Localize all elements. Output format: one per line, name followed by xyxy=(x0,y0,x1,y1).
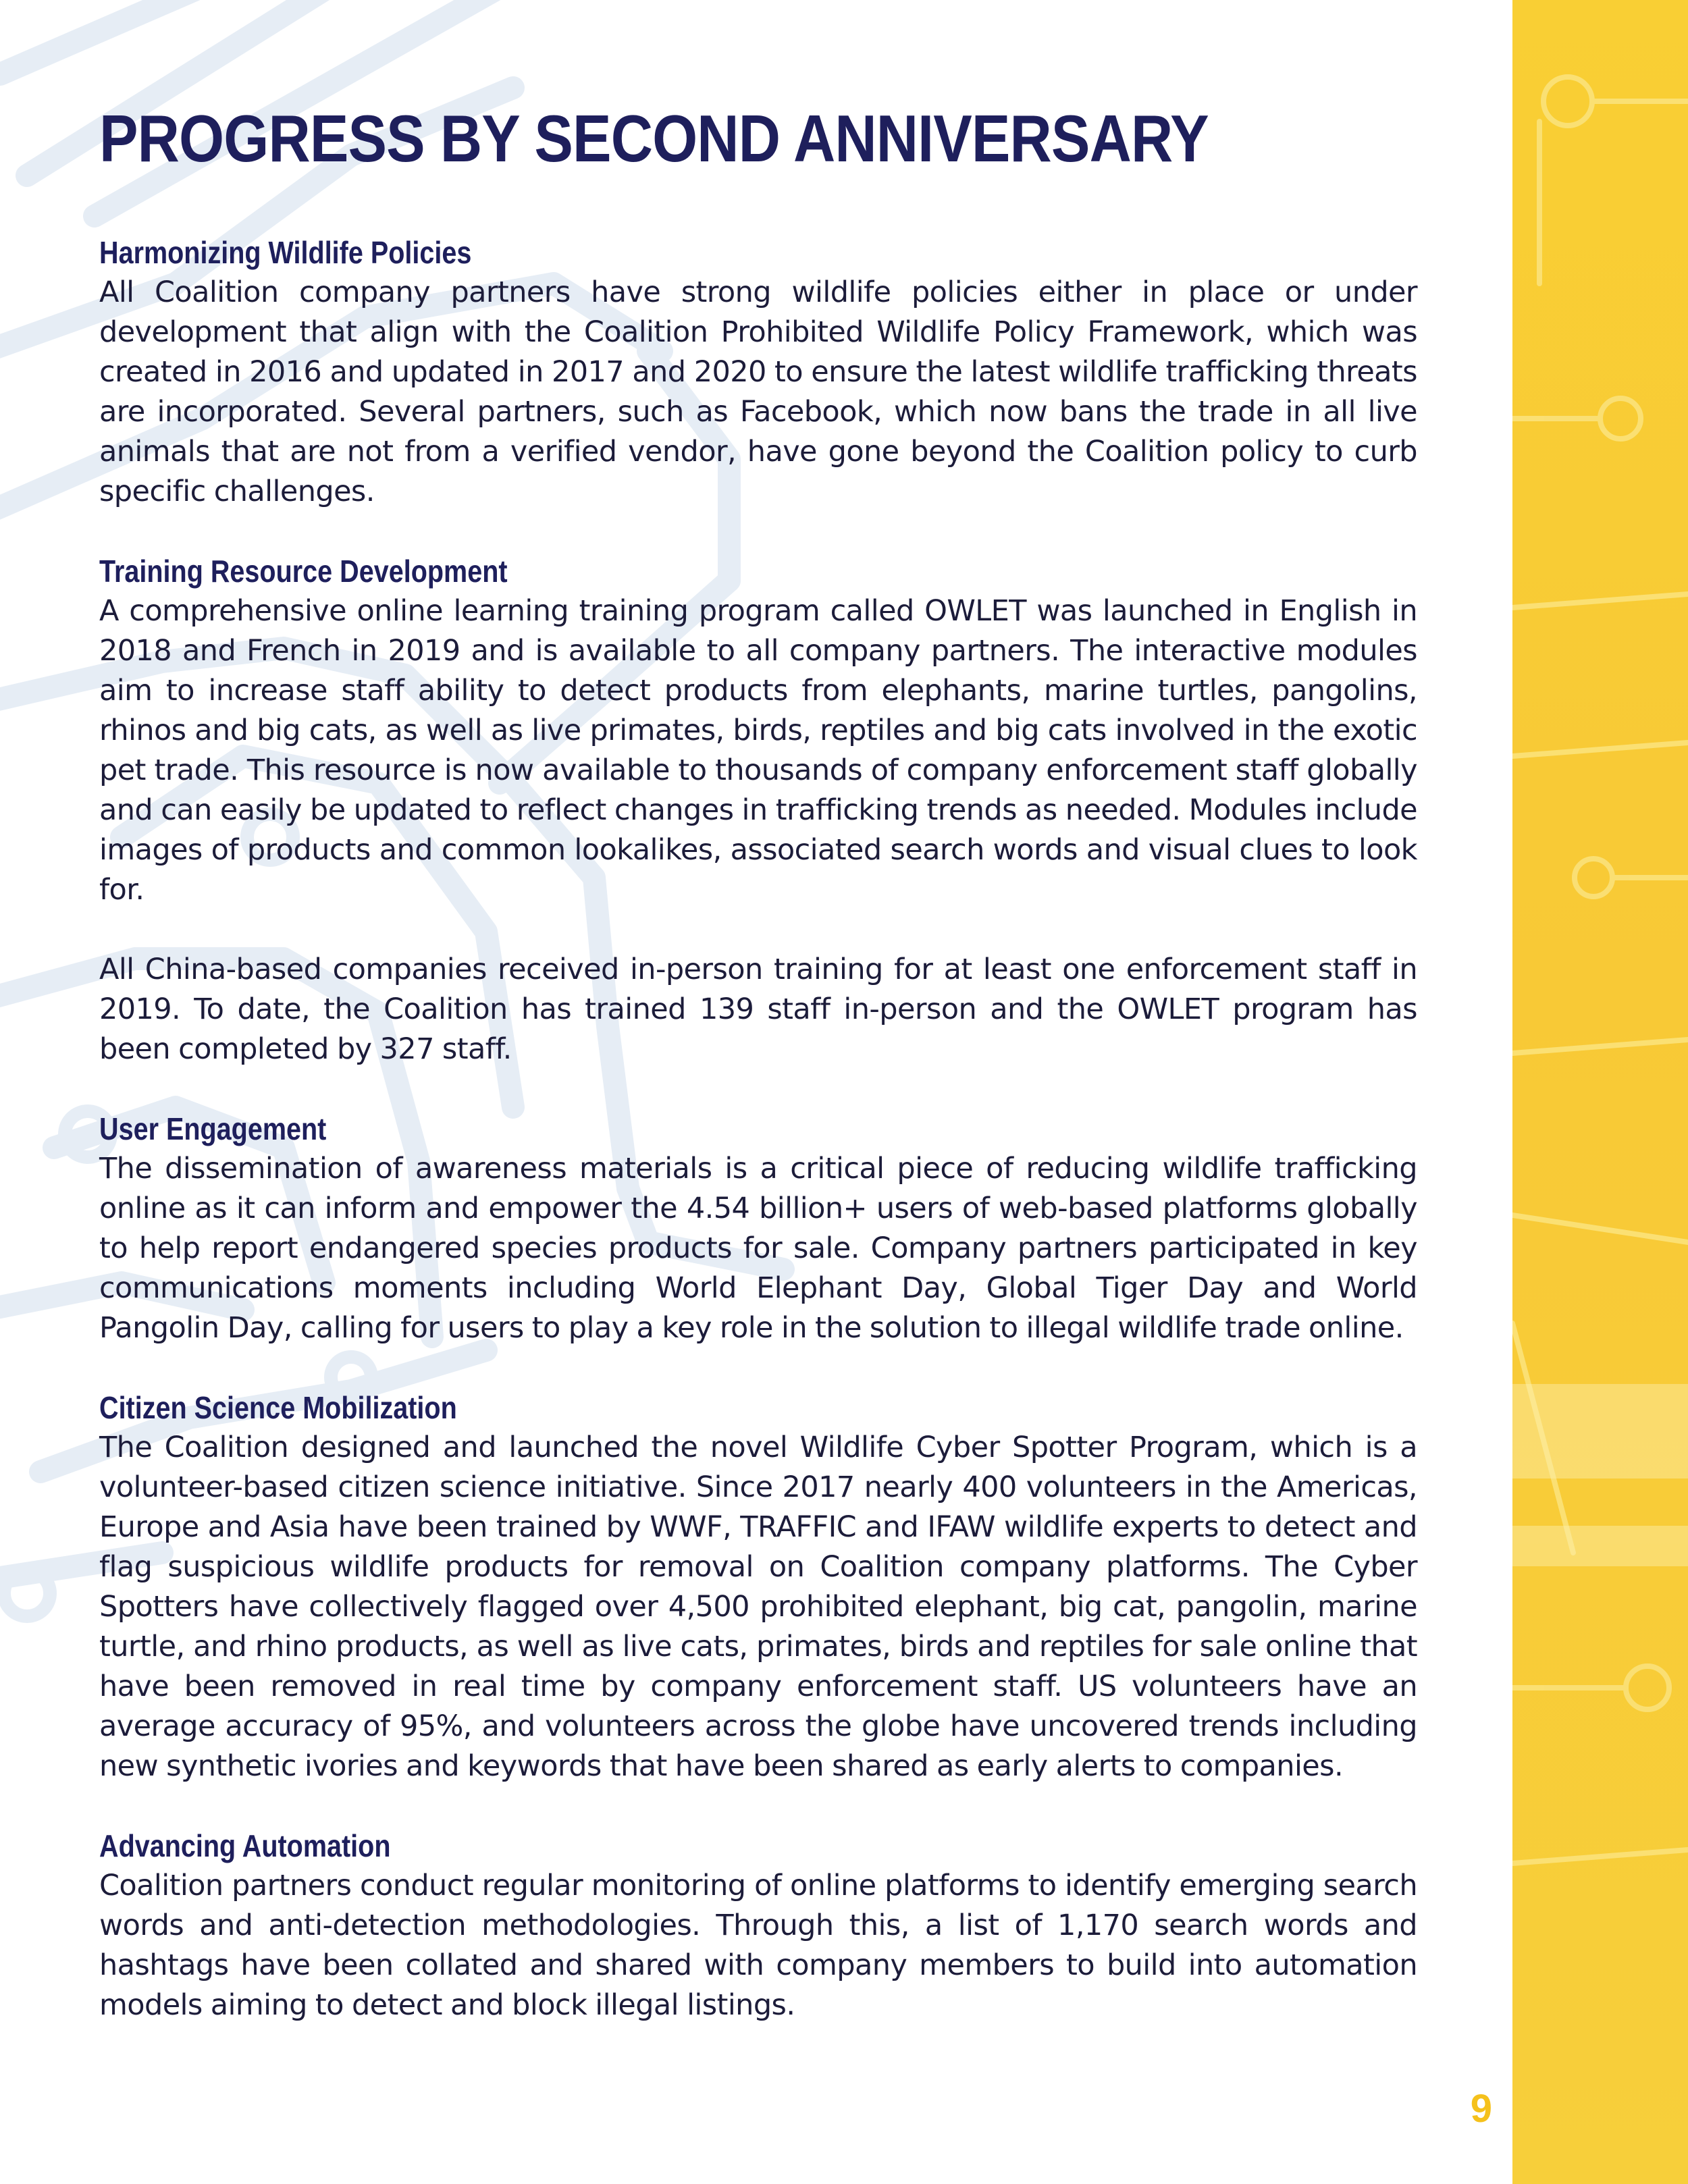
section-harmonizing-wildlife-policies xyxy=(99,233,1417,512)
section-citizen-science-mobilization xyxy=(99,1388,1417,1786)
section-heading: Training Resource Development xyxy=(99,554,508,589)
section-paragraph: All China-based companies received in-person training for at least one enforcement staff in 2019. To date, the Coalition has trained 139 staff in-person and the OWLET program has been completed by 327 staff. xyxy=(99,953,1417,1066)
section-paragraph: The Coalition designed and launched the novel Wildlife Cyber Spotter Program, which is a volunteer-based citizen science initiative. Since 2017 nearly 400 volunteers in the Americas, Europe and Asia have been trained by WWF, TRAFFIC and IFAW wildlife experts to detect and flag suspicious wildlife products for removal on Coalition company platforms. The Cyber Spotters have collectively flagged over 4,500 prohibited elephant, big cat, pangolin, marine turtle, and rhino products, as well as live cats, primates, birds and reptiles for sale online that have been removed in real time by company enforcement staff. US volunteers have an average accuracy of 95%, and volunteers across the globe have uncovered trends including new synthetic ivories and keywords that have been shared as early alerts to companies. xyxy=(99,1431,1417,1783)
section-heading: Harmonizing Wildlife Policies xyxy=(99,235,472,270)
page-title: PROGRESS BY SECOND ANNIVERSARY xyxy=(99,101,1209,176)
section-paragraph: The dissemination of awareness materials is a critical piece of reducing wildlife trafficking online as it can inform and empower the 4.54 billion+ users of web-based platforms globally to help report endangered species products for sale. Company partners participated in key communications moments including World Elephant Day, Global Tiger Day and World Pangolin Day, calling for users to play a key role in the solution to illegal wildlife trade online. xyxy=(99,1152,1417,1345)
section-heading: User Engagement xyxy=(99,1111,327,1146)
right-accent-band xyxy=(1512,0,1688,2184)
section-paragraph: Coalition partners conduct regular monitoring of online platforms to identify emerging search words and anti-detection methodologies. Through this, a list of 1,170 search words and hashtags have been collated and shared with company members to build into automation models aiming to detect and block illegal listings. xyxy=(99,1869,1417,2022)
section-heading: Citizen Science Mobilization xyxy=(99,1390,457,1425)
section-paragraph: A comprehensive online learning training program called OWLET was launched in English in 2018 and French in 2019 and is available to all company partners. The interactive modules aim to increase staff ability to detect products from elephants, marine turtles, pangolins, rhinos and big cats, as well as live primates, birds, reptiles and big cats involved in the exotic pet trade. This resource is now available to thousands of company enforcement staff globally and can easily be updated to reflect changes in trafficking trends as needed. Modules include images of products and common lookalikes, associated search words and visual clues to look for. xyxy=(99,594,1417,907)
page-number: 9 xyxy=(1470,2087,1492,2131)
section-advancing-automation xyxy=(99,1826,1417,2025)
section-user-engagement xyxy=(99,1109,1417,1348)
section-training-resource-development xyxy=(99,552,1417,1069)
main-content xyxy=(99,101,1417,2065)
section-paragraph: All Coalition company partners have strong wildlife policies either in place or under development that align with the Coalition Prohibited Wildlife Policy Framework, which was created in 2016 and updated in 2017 and 2020 to ensure the latest wildlife trafficking threats are incorporated. Several partners, such as Facebook, which now bans the trade in all live animals that are not from a verified vendor, have gone beyond the Coalition policy to curb specific challenges. xyxy=(99,275,1417,508)
section-heading: Advancing Automation xyxy=(99,1828,391,1863)
